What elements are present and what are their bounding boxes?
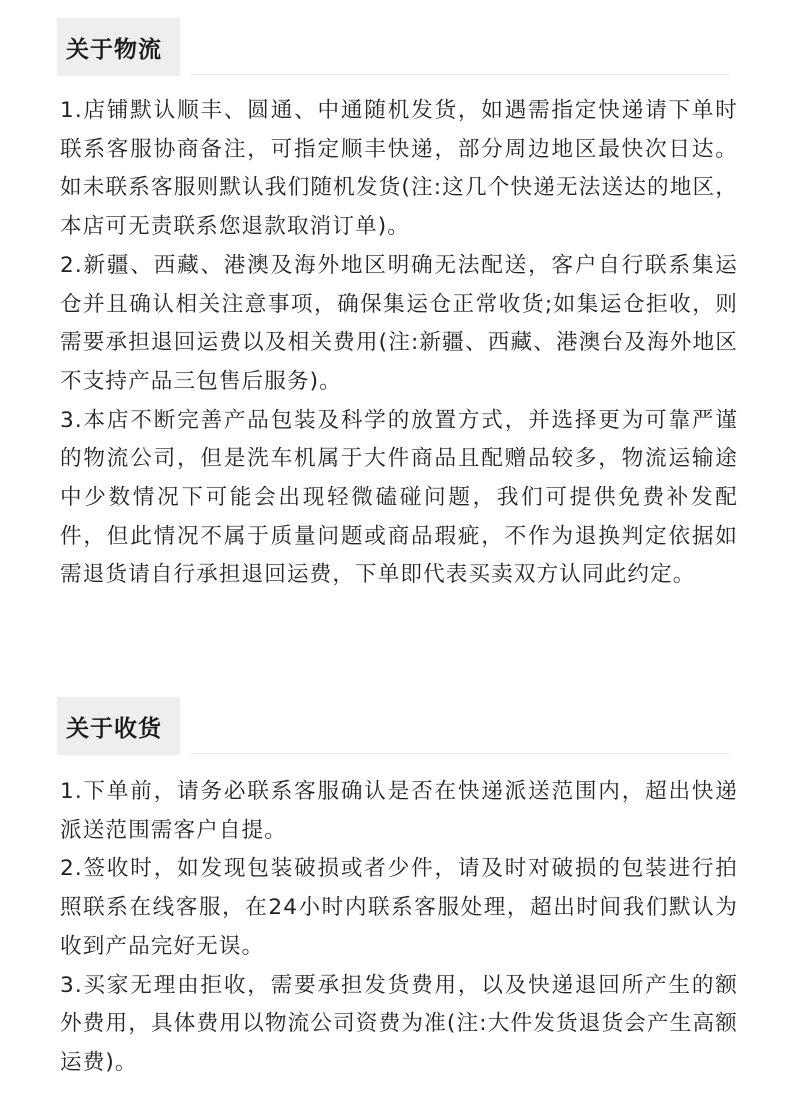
receiving-paragraph-1: 1.下单前，请务必联系客服确认是否在快递派送范围内，超出快递派送范围需客户自提。 (60, 779, 738, 843)
logistics-title: 关于物流 (57, 18, 180, 76)
receiving-section (0, 697, 790, 1075)
logistics-paragraph-1: 1.店铺默认顺丰、圆通、中通随机发货，如遇需指定快递请下单时联系客服协商备注，可指定顺丰快递，部分周边地区最快次日达。如未联系客服则默认我们随机发货(注:这几个快递无法送达的地区，本店可无责联系您退款取消订单)。 (60, 98, 738, 240)
logistics-paragraph-3: 3.本店不断完善产品包装及科学的放置方式，并选择更为可靠严谨的物流公司，但是洗车机属于大件商品且配赠品较多，物流运输途中少数情况下可能会出现轻微磕碰问题，我们可提供免费补发配件，但此情况不属于质量问题或商品瑕疵，不作为退换判定依据如需退货请自行承担退回运费，下单即代表买卖双方认同此约定。 (60, 407, 738, 588)
receiving-body (60, 773, 738, 1083)
logistics-body (60, 92, 738, 595)
receiving-paragraph-3: 3.买家无理由拒收，需要承担发货费用，以及快递退回所产生的额外费用，具体费用以物流公司资费为准(注:大件发货退货会产生高额运费)。 (60, 972, 738, 1075)
logistics-header (0, 18, 790, 76)
header-divider (190, 74, 730, 75)
receiving-header (0, 697, 790, 755)
receiving-title: 关于收货 (57, 697, 180, 755)
receiving-paragraph-2: 2.签收时，如发现包装破损或者少件，请及时对破损的包装进行拍照联系在线客服，在24小时内联系客服处理，超出时间我们默认为收到产品完好无误。 (60, 856, 738, 959)
header-divider (190, 753, 730, 754)
logistics-section (0, 18, 790, 588)
logistics-paragraph-2: 2.新疆、西藏、港澳及海外地区明确无法配送，客户自行联系集运仓并且确认相关注意事项，确保集运仓正常收货;如集运仓拒收，则需要承担退回运费以及相关费用(注:新疆、西藏、港澳台及海外地区不支持产品三包售后服务)。 (60, 252, 738, 394)
